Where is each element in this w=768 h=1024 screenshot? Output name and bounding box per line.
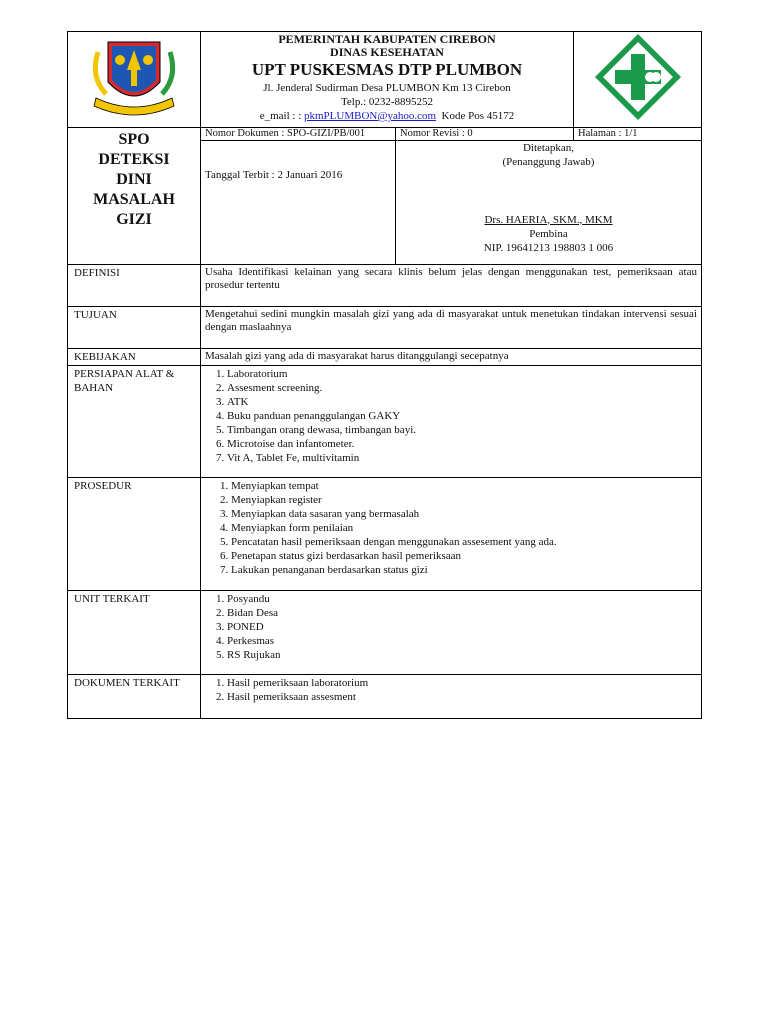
postal-code: Kode Pos 45172 xyxy=(441,110,515,122)
list-item: 7. Vit A, Tablet Fe, multivitamin xyxy=(227,451,697,465)
list-item: 3. Menyiapkan data sasaran yang bermasalah xyxy=(231,507,697,521)
prosedur-list xyxy=(205,479,697,577)
email-link[interactable]: pkmPLUMBON@yahoo.com xyxy=(304,110,437,122)
nomor-dokumen: Nomor Dokumen : SPO-GIZI/PB/001 xyxy=(201,127,396,140)
list-item: 6. Microtoise dan infantometer. xyxy=(227,437,697,451)
header-address: Jl. Jenderal Sudirman Desa PLUMBON Km 13 Cirebon xyxy=(263,82,511,94)
halaman: Halaman : 1/1 xyxy=(574,127,702,140)
tanggal-terbit: Tanggal Terbit : 2 Januari 2016 xyxy=(205,169,343,182)
prosedur-content xyxy=(201,477,702,590)
unit-terkait-content xyxy=(201,590,702,674)
puskesmas-logo-icon xyxy=(593,32,683,122)
list-item: 1. Laboratorium xyxy=(227,367,697,381)
list-item: 2. Menyiapkan register xyxy=(231,493,697,507)
definisi-text: Usaha Identifikasi kelainan yang secara klinis belum jelas dengan menggunakan test, pemeriksaan atau prosedur tertentu xyxy=(201,264,702,306)
spo-title-cell xyxy=(68,127,201,264)
tujuan-text: Mengetahui sedini mungkin masalah gizi yang ada di masyarakat untuk menetukan tindakan intervensi sesuai dengan maslaahnya xyxy=(201,306,702,348)
list-item: 7. Lakukan penanganan berdasarkan status gizi xyxy=(231,563,697,577)
unit-list xyxy=(205,592,697,662)
header-line-puskesmas: UPT PUSKESMAS DTP PLUMBON xyxy=(251,60,523,79)
persiapan-label: PERSIAPAN ALAT & BAHAN xyxy=(68,365,201,477)
list-item: 6. Penetapan status gizi berdasarkan hasil pemeriksaan xyxy=(231,549,697,563)
header-line-government: PEMERINTAH KABUPATEN CIREBON xyxy=(278,32,496,46)
list-item: 2. Bidan Desa xyxy=(227,606,697,620)
title-line: SPO xyxy=(118,130,150,148)
list-item: 2. Assesment screening. xyxy=(227,381,697,395)
list-item: 4. Buku panduan penanggulangan GAKY xyxy=(227,409,697,423)
logo-cell xyxy=(68,32,201,128)
list-item: 5. Timbangan orang dewasa, timbangan bayi. xyxy=(227,423,697,437)
nomor-revisi: Nomor Revisi : 0 xyxy=(396,127,574,140)
persiapan-content xyxy=(201,365,702,477)
header-phone: Telp.: 0232-8895252 xyxy=(340,96,434,108)
signer-name: Drs. HAERIA, SKM., MKM xyxy=(484,213,613,226)
spo-title xyxy=(68,128,200,230)
tanggal-terbit-cell xyxy=(201,140,396,264)
email-prefix: e_mail : : xyxy=(259,110,304,122)
dokumen-terkait-content xyxy=(201,674,702,718)
kebijakan-text: Masalah gizi yang ada di masyarakat harus ditanggulangi secepatnya xyxy=(201,348,702,365)
list-item: 5. RS Rujukan xyxy=(227,648,697,662)
list-item: 4. Perkesmas xyxy=(227,634,697,648)
tujuan-label: TUJUAN xyxy=(68,306,201,348)
list-item: 3. ATK xyxy=(227,395,697,409)
list-item: 3. PONED xyxy=(227,620,697,634)
title-line: DINI xyxy=(116,170,152,188)
signer-nip: NIP. 19641213 198803 1 006 xyxy=(483,241,614,254)
prosedur-label: PROSEDUR xyxy=(68,477,201,590)
header-line-dinas: DINAS KESEHATAN xyxy=(330,45,444,59)
definisi-label: DEFINISI xyxy=(68,264,201,306)
kabupaten-cirebon-crest-icon xyxy=(68,32,199,122)
list-item: 2. Hasil pemeriksaan assesment xyxy=(227,690,697,704)
signer-role: Pembina xyxy=(529,227,568,240)
kebijakan-label: KEBIJAKAN xyxy=(68,348,201,365)
spo-table xyxy=(67,31,702,719)
unit-terkait-label: UNIT TERKAIT xyxy=(68,590,201,674)
list-item: 4. Menyiapkan form penilaian xyxy=(231,521,697,535)
list-item: 1. Menyiapkan tempat xyxy=(231,479,697,493)
title-line: MASALAH xyxy=(93,190,175,208)
signature-cell xyxy=(396,140,702,264)
list-item: 1. Hasil pemeriksaan laboratorium xyxy=(227,676,697,690)
list-item: 1. Posyandu xyxy=(227,592,697,606)
title-line: DETEKSI xyxy=(98,150,170,168)
header-cell xyxy=(201,32,574,128)
ditetapkan: Ditetapkan, xyxy=(522,141,574,154)
penanggung-jawab: (Penanggung Jawab) xyxy=(502,155,595,168)
puskesmas-logo-cell xyxy=(574,32,702,128)
persiapan-list xyxy=(205,367,697,465)
list-item: 5. Pencatatan hasil pemeriksaan dengan menggunakan assesement yang ada. xyxy=(231,535,697,549)
header-email-line xyxy=(201,109,573,123)
title-line: GIZI xyxy=(116,210,152,228)
spo-document xyxy=(67,31,701,719)
dokumen-list xyxy=(205,676,697,704)
dokumen-terkait-label: DOKUMEN TERKAIT xyxy=(68,674,201,718)
